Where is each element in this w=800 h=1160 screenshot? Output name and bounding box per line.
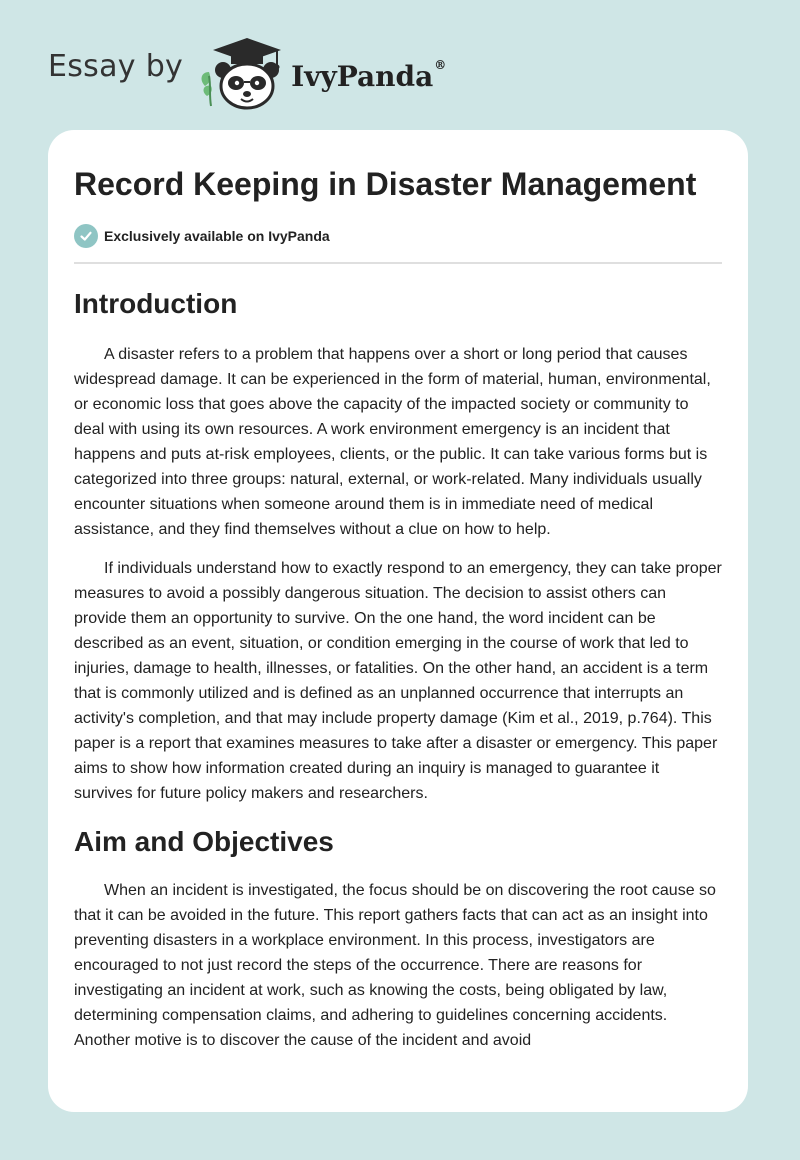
section-heading-introduction: Introduction xyxy=(74,288,238,319)
exclusive-badge xyxy=(74,224,722,248)
brand-prefix: Essay by xyxy=(48,48,184,84)
divider xyxy=(74,262,722,264)
check-icon xyxy=(74,224,98,248)
exclusive-label: Exclusively available on IvyPanda xyxy=(104,228,330,244)
paragraph: If individuals understand how to exactly respond to an emergency, they can take proper measures to avoid a possibly dangerous situation. The decision to assist others can provide them an opportunity to survive. On the one hand, the word incident can be described as an event, situation, or condition emerging in the course of work that led to injuries, damage to health, illnesses, or fatalities. On the other hand, an accident is a term that is commonly utilized and is defined as an unplanned occurrence that interrupts an activity's completion, and that may include property damage (Kim et al., 2019, p.764). This paper is a report that examines measures to take after a disaster or emergency. This paper aims to show how information created during an inquiry is managed to guarantee it survives for future policy makers and researchers. xyxy=(74,560,722,802)
paragraph: A disaster refers to a problem that happens over a short or long period that causes widespread damage. It can be experienced in the form of material, human, environmental, or economic loss that goes above the capacity of the impacted society or community to deal with using its own resources. A work environment emergency is an incident that happens and puts at-risk employees, clients, or the public. It can take various forms but is categorized into three groups: natural, external, or work-related. Many individuals usually encounter situations when someone around them is in immediate need of medical assistance, and they find themselves without a clue on how to help. xyxy=(74,346,711,538)
panda-graduate-icon xyxy=(197,36,287,112)
brand-name: IvyPanda® xyxy=(291,58,447,93)
paragraph: When an incident is investigated, the focus should be on discovering the root cause so that it can be avoided in the future. This report gathers facts that can act as an insight into preventing disasters in a workplace environment. In this process, investigators are encouraged to not just record the steps of the occurrence. There are reasons for investigating an incident at work, such as knowing the costs, being obligated by law, determining compensation claims, and adhering to guidelines concerning accidents. Another motive is to discover the cause of the incident and avoid xyxy=(74,882,716,1049)
section-heading-aim-and-objectives: Aim and Objectives xyxy=(74,826,334,857)
brand-header[interactable] xyxy=(48,34,446,114)
essay-card xyxy=(48,130,748,1112)
page-title: Record Keeping in Disaster Management xyxy=(74,166,697,202)
